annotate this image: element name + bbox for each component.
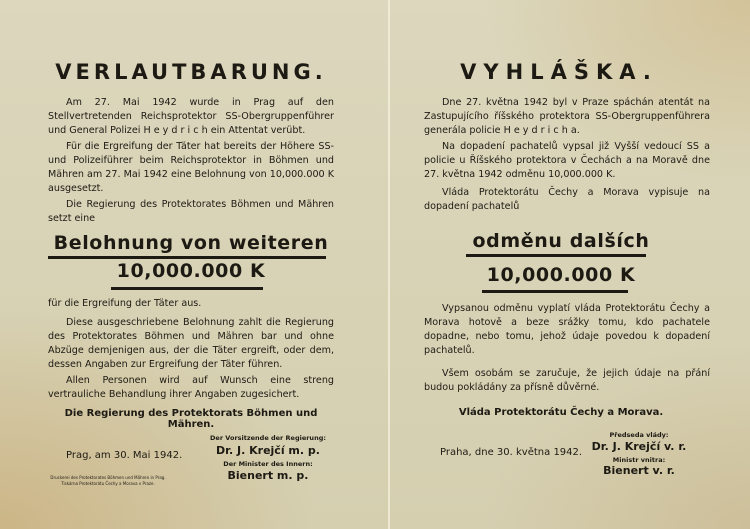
german-place-date: Prag, am 30. Mai 1942.: [66, 450, 183, 461]
czech-paragraph-5: Všem osobám se zaručuje, že jejich údaje na přání budou pokládány za přísně důvěrné.: [424, 368, 710, 393]
amount-rule: [482, 290, 628, 293]
german-headline: Belohnung von weiteren: [53, 232, 329, 254]
german-after-amount: für die Ergreifung der Täter aus.: [48, 298, 202, 309]
german-signature-label-2: Der Minister des Innern:: [223, 460, 313, 468]
headline-rule: [48, 256, 326, 259]
german-paragraph-4: Diese ausgeschriebene Belohnung zahlt die Regierung des Protektorates Böhmen und Mähren bar und ohne Abzüge demjenigen aus, der die Täter ergreift, oder dem, dessen Angaben zur Ergreifung der Täter führen.: [48, 317, 334, 370]
paper-fold-line: [388, 0, 390, 529]
czech-signature-label-1: Předseda vlády:: [609, 431, 669, 439]
printer-imprint: [48, 475, 168, 487]
czech-signature-name-2: Bienert v. r.: [603, 464, 675, 477]
czech-paragraph-2: Na dopadení pachatelů vypsal již Vyšší vedoucí SS a policie u Říšského protektora v Čechách a na Moravě dne 27. května 1942 odměnu 10,000.000 K.: [424, 141, 710, 180]
czech-paragraph-4: Vypsanou odměnu vyplatí vláda Protektorátu Čechy a Morava hotově a beze srážky tomu, kdo pachatele dopadne, nebo tomu, jehož údaje povedou k dopadení pachatelů.: [424, 303, 710, 356]
czech-place-date: Praha, dne 30. května 1942.: [440, 447, 583, 458]
german-title: VERLAUTBARUNG.: [55, 60, 327, 84]
czech-headline: odměnu dalších: [472, 230, 650, 252]
printer-line-german: Druckerei des Protektorates Böhmen und Mähren in Prag.: [50, 475, 166, 480]
amount-rule: [111, 287, 263, 290]
czech-signature-name-1: Dr. J. Krejčí v. r.: [591, 440, 687, 453]
german-signature-label-1: Der Vorsitzende der Regierung:: [210, 434, 326, 442]
czech-title: VYHLÁŠKA.: [460, 60, 658, 84]
czech-paragraph-1: Dne 27. května 1942 byl v Praze spáchán atentát na Zastupujícího říšského protektora SS-Obergruppenführera generála policie H e y d r i c h a.: [424, 97, 710, 136]
printer-line-czech: Tiskárna Protektorátu Čechy a Morava v Praze.: [61, 481, 155, 486]
german-paragraph-2: Für die Ergreifung der Täter hat bereits der Höhere SS- und Polizeiführer beim Reichsprotektor in Böhmen und Mähren am 27. Mai 1942 eine Belohnung von 10,000.000 K ausgesetzt.: [48, 141, 334, 194]
german-authority: Die Regierung des Protektorats Böhmen und Mähren.: [64, 408, 318, 430]
german-paragraph-3: Die Regierung des Protektorates Böhmen und Mähren setzt eine: [48, 199, 334, 224]
german-amount: 10,000.000 K: [116, 260, 266, 282]
czech-signature-label-2: Ministr vnitra:: [612, 456, 666, 464]
german-signature-name-2: Bienert m. p.: [227, 469, 309, 482]
german-paragraph-1: Am 27. Mai 1942 wurde in Prag auf den Stellvertretenden Reichsprotektor SS-Obergruppenführer und General Polizei H e y d r i c h ein Attentat verübt.: [48, 97, 334, 136]
headline-rule: [466, 254, 646, 257]
czech-paragraph-3: Vláda Protektorátu Čechy a Morava vypisuje na dopadení pachatelů: [424, 187, 710, 212]
german-signature-name-1: Dr. J. Krejčí m. p.: [216, 444, 320, 457]
czech-amount: 10,000.000 K: [486, 264, 636, 286]
german-paragraph-5: Allen Personen wird auf Wunsch eine streng vertrauliche Behandlung ihrer Angaben zugesichert.: [48, 375, 334, 400]
czech-authority: Vláda Protektorátu Čechy a Morava.: [458, 407, 664, 418]
